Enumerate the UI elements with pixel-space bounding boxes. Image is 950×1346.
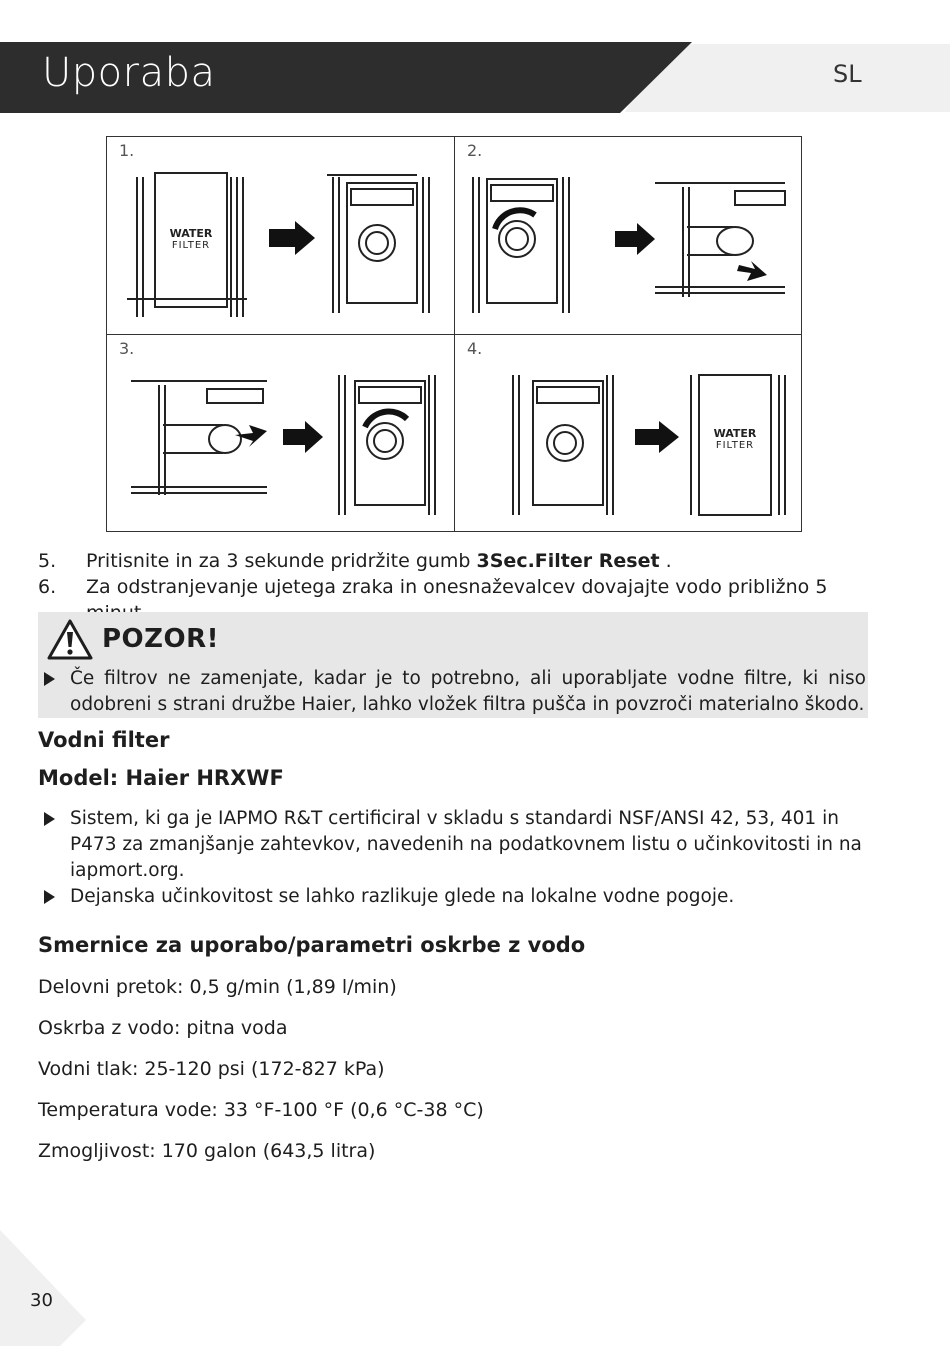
step-text: Za odstranjevanje ujetega zraka in onesnaževalcev dovajajte vodo približno 5 xyxy=(86,576,828,598)
caution-text: Če filtrov ne zamenjate, kadar je to potrebno, ali uporabljate vodne filtre, ki niso odobreni s strani družbe Haier, lahko vložek filtra pušča in povzroči materialno škodo. xyxy=(70,668,866,715)
figure-panel-1 xyxy=(107,137,453,333)
parameter-water-pressure: Vodni tlak: 25-120 psi (172-827 kPa) xyxy=(38,1058,385,1080)
caution-title: POZOR! xyxy=(102,624,219,654)
panel-number: 4. xyxy=(467,339,483,358)
svg-text:FILTER: FILTER xyxy=(171,240,211,251)
bullet-item: Sistem, ki ga je IAPMO R&T certificiral v skladu s standardi NSF/ANSI 42, 53, 401 in P473 za zmanjšanje zahtevkov, navedenih na podatkovnem listu o učinkovitosti in na iapmort.org. xyxy=(38,806,868,884)
panel-number: 1. xyxy=(119,141,135,160)
bullet-arrow-icon xyxy=(44,890,55,904)
bullet-item: Dejanska učinkovitost se lahko razlikuje glede na lokalne vodne pogoje. xyxy=(38,884,868,910)
panel-number: 3. xyxy=(119,339,135,358)
step-text: Pritisnite in za 3 sekunde pridržite gumb 3Sec.Filter Reset . xyxy=(86,550,672,572)
svg-text:WATER: WATER xyxy=(169,227,213,240)
step-number: 5. xyxy=(38,550,57,572)
parameter-temperature: Temperatura vode: 33 °F-100 °F (0,6 °C-38 °C) xyxy=(38,1099,484,1121)
step-item xyxy=(38,548,868,574)
figure-panel-3 xyxy=(107,335,453,531)
page-title: Uporaba xyxy=(42,50,216,96)
section-heading: Smernice za uporabo/parametri oskrbe z vodo xyxy=(38,933,586,957)
model-heading: Model: Haier HRXWF xyxy=(38,766,284,790)
language-code: SL xyxy=(833,60,862,88)
button-name: 3Sec.Filter Reset xyxy=(476,550,660,572)
bullet-arrow-icon xyxy=(44,672,55,686)
page-number: 30 xyxy=(30,1290,53,1311)
page-corner-decoration xyxy=(0,1230,90,1346)
parameter-capacity: Zmogljivost: 170 galon (643,5 litra) xyxy=(38,1140,376,1162)
parameter-flow-rate: Delovni pretok: 0,5 g/min (1,89 l/min) xyxy=(38,976,397,998)
panel-number: 2. xyxy=(467,141,483,160)
figure-panel-2 xyxy=(455,137,801,333)
figure-panel-4 xyxy=(455,335,801,531)
parameter-water-supply: Oskrba z vodo: pitna voda xyxy=(38,1017,288,1039)
svg-text:WATER: WATER xyxy=(713,427,757,440)
caution-box xyxy=(38,612,868,718)
step-number: 6. xyxy=(38,576,57,598)
filter-replacement-figure xyxy=(106,136,802,532)
bullet-arrow-icon xyxy=(44,812,55,826)
filter-heading: Vodni filter xyxy=(38,728,170,752)
svg-text:FILTER: FILTER xyxy=(715,440,755,451)
bullet-list xyxy=(38,806,868,910)
warning-icon xyxy=(46,618,94,662)
